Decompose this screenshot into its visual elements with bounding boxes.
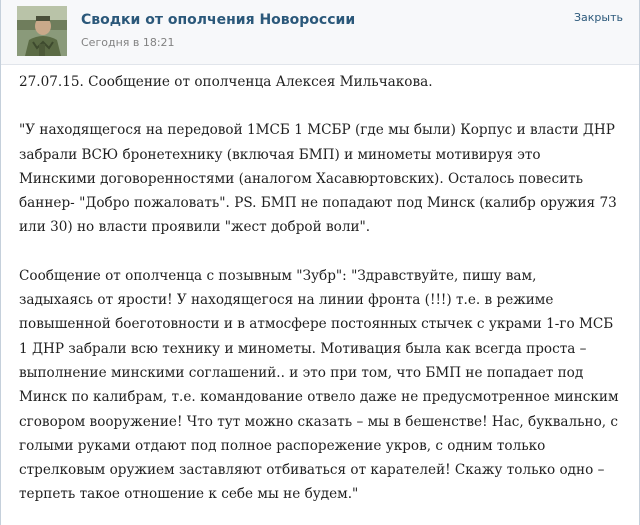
- post-body: [19, 70, 627, 507]
- community-avatar[interactable]: [17, 6, 67, 56]
- post-paragraph-date: 27.07.15. Сообщение от ополченца Алексея Мильчакова.: [19, 74, 433, 90]
- post-paragraph-quote-2: Сообщение от ополченца с позывным "Зубр": "Здравствуйте, пишу вам, задыхаясь от ярости! У находящегося на линии фронта (!!!) т.е. в режиме повышенной боеготовности и в атмосфере постоянных стычек с украми 1-го МСБ 1 ДНР забрали всю технику и минометы. Мотивация была как всегда проста – выполнение минскими соглашений.. и это при том, что БМП не попадает под Минск по калибрам, т.е. командование отвело даже не предусмотренное минским сговором вооружение! Что тут можно сказать – мы в бешенстве! Нас, буквально, с голыми руками отдают под полное распорежение укров, с одним только стрелковым оружием заставляют отбиваться от карателей! Скажу только одно – терпеть такое отношение к себе мы не будем.": [19, 267, 619, 503]
- avatar-photo-icon: [17, 6, 67, 56]
- post-timestamp: Сегодня в 18:21: [81, 36, 175, 49]
- close-button[interactable]: Закрыть: [574, 11, 623, 24]
- post-header: [1, 0, 639, 65]
- community-title[interactable]: Сводки от ополчения Новороссии: [81, 12, 356, 28]
- post-paragraph-quote-1: "У находящегося на передовой 1МСБ 1 МСБР (где мы были) Корпус и власти ДНР забрали ВСЮ бронетехнику (включая БМП) и минометы мотивируя это Минскими договоренностями (аналогом Хасавюртовских). Осталось повесить баннер- "Добро пожаловать". PS. БМП не попадают под Минск (калибр оружия 73 или 30) но власти проявили "жест доброй воли".: [19, 122, 617, 236]
